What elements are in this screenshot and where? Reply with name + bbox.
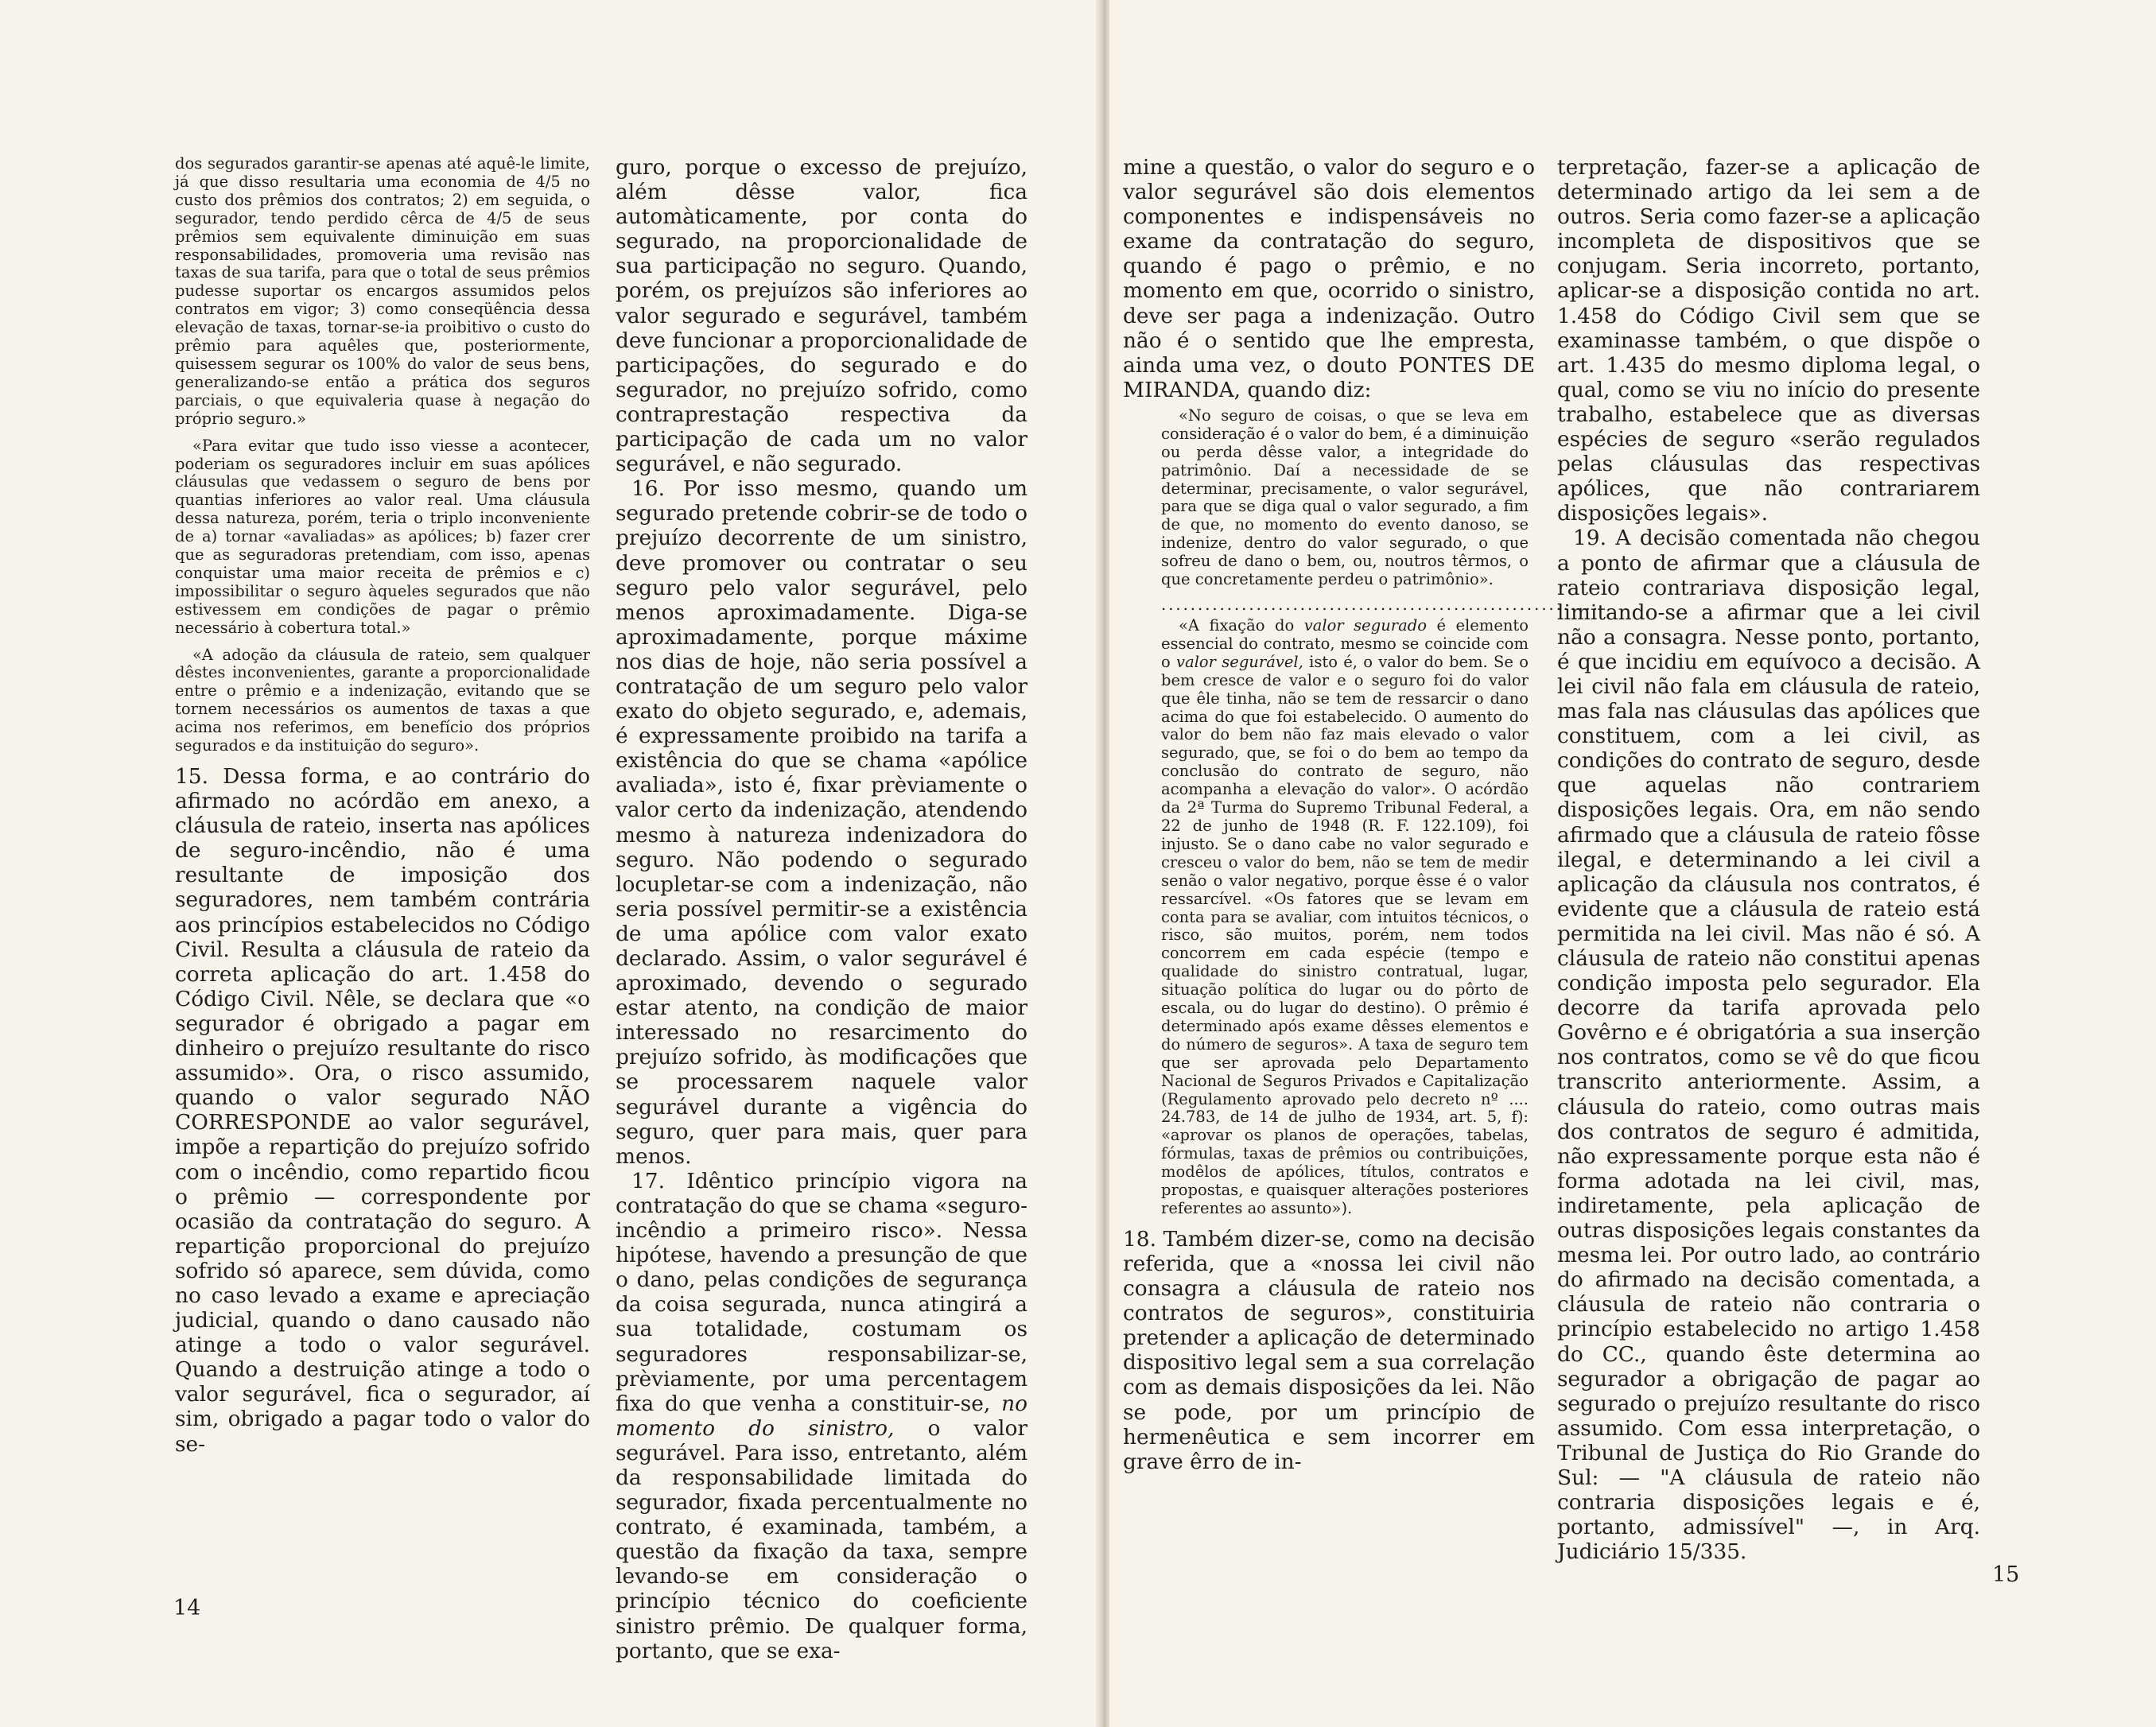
text-run: o valor segurável. Para isso, entretanto, além da responsabilidade limitada do segurador, fixada percentualmente no contrato, é examinada, também, a questão da fixação da taxa, sempre levando-se em consideração o princípio técnico do coeficiente sinistro prêmio. De qualquer forma, portanto, que se exa- (616, 1415, 1027, 1663)
right-page-column-1 (1123, 155, 1600, 1474)
emphasis: no momento do sinistro, (616, 1391, 1027, 1441)
paragraph: «Para evitar que tudo isso viesse a acontecer, poderiam os seguradores incluir em suas apólices cláusulas que vedassem o seguro de bens por quantias inferiores ao valor real. Uma cláusula dessa natureza, porém, teria o triplo inconveniente de a) tornar «avaliadas» as apólices; b) fazer crer que as seguradoras pretendiam, com isso, apenas conquistar uma maior receita de prêmios e c) impossibilitar o seguro àqueles segurados que não estivessem em condições de pagar o prêmio necessário à cobertura total.» (175, 436, 590, 637)
text-run: «A fixação do (1179, 616, 1304, 635)
paragraph: 18. Também dizer-se, como na decisão referida, que a «nossa lei civil não consagra a cláusula de rateio nos contratos de seguros», constituiria pretender a aplicação de determinado dispositivo legal sem a sua correlação com as demais disposições da lei. Não se pode, por um princípio de hermenêutica e sem incorrer em grave êrro de in- (1123, 1226, 1535, 1474)
paragraph: guro, porque o excesso de prejuízo, além dêsse valor, fica automàticamente, por conta do segurado, na proporcionalidade de sua participação no seguro. Quando, porém, os prejuízos são inferiores ao valor segurado e segurável, também deve funcionar a proporcionalidade de participações, do segurado e do segurador, no prejuízo sofrido, como contraprestação respectiva da participação de cada um no valor segurável, e não segurado. (616, 155, 1027, 477)
paragraph: mine a questão, o valor do seguro e o valor segurável são dois elementos componentes e indispensáveis no exame da contratação do seguro, quando é pago o prêmio, e no momento em que, ocorrido o sinistro, deve ser paga a indenização. Outro não é o sentido que lhe empresta, ainda uma vez, o douto PONTES DE MIRANDA, quando diz: (1123, 155, 1535, 402)
text-run: é elemento essencial do contrato, mesmo se coincide com o (1161, 616, 1529, 671)
paragraph: dos segurados garantir-se apenas até aquê-le limite, já que disso resultaria uma economia de 4/5 no custo dos prêmios dos contratos; 2) em seguida, o segurador, tendo perdido cêrca de 4/5 de seus prêmios sem equivalente diminuição em suas responsabilidades, promoveria uma revisão nas taxas de sua tarifa, para que o total de seus prêmios pudesse suportar os encargos assumidos pelos contratos em vigor; 3) como conseqüência dessa elevação de taxas, tornar-se-ia proibitivo o custo do prêmio para aquêles que, posteriormente, quisessem segurar os 100% do valor de seus bens, generalizando-se então a prática dos seguros parciais, o que equivaleria quase à negação do próprio seguro.» (175, 154, 590, 428)
right-page-column-2 (1557, 155, 1980, 1564)
paragraph: terpretação, fazer-se a aplicação de determinado artigo da lei sem a de outros. Seria como fazer-se a aplicação incompleta de dispositivos que se conjugam. Seria incorreto, portanto, aplicar-se a disposição contida no art. 1.458 do Código Civil sem que se examinasse também, o que dispõe o art. 1.435 do mesmo diploma legal, o qual, como se viu no início do presente trabalho, estabelece que as diversas espécies de seguro «serão regulados pelas cláusulas das respectivas apólices, que não contrariarem disposições legais». (1557, 155, 1980, 526)
paragraph: «A adoção da cláusula de rateio, sem qualquer dêstes inconvenientes, garante a proporcionalidade entre o prêmio e a indenização, evitando que se tornem necessários os aumentos de taxas a que acima nos referimos, em benefício dos próprios segurados e da instituição do seguro». (175, 645, 590, 755)
ellipsis-separator: ............................................................ (1161, 596, 1600, 614)
block-quote (1161, 617, 1529, 1218)
block-quote: «No seguro de coisas, o que se leva em consideração é o valor do bem, é a diminuição ou perda dêsse valor, a integridade do patrimônio. Daí a necessidade de se determinar, precisamente, o valor segurável, para que se diga qual o valor segurado, a fim de que, no momento do evento danoso, se indenize, dentro do valor segurado, o que sofreu de dano o bem, ou, noutros têrmos, o que concretamente perdeu o patrimônio». (1161, 406, 1529, 589)
emphasis: valor segurável, (1176, 652, 1303, 671)
emphasis: valor segurado (1303, 616, 1427, 635)
paragraph: 16. Por isso mesmo, quando um segurado pretende cobrir-se de todo o prejuízo decorrente de um sinistro, deve promover ou contratar o seu seguro pelo valor segurável, pelo menos aproximadamente. Diga-se aproximadamente, porque máxime nos dias de hoje, não seria possível a contratação de um seguro pelo valor exato do objeto segurado, e, ademais, é expressamente proibido na tarifa a existência do que se chama «apólice avaliada», isto é, fixar prèviamente o valor certo da indenização, atendendo mesmo à natureza indenizadora do seguro. Não podendo o segurado locupletar-se com a indenização, não seria possível permitir-se a existência de uma apólice com valor exato declarado. Assim, o valor segurável é aproximado, devendo o segurado estar atento, na condição de maior interessado no resarcimento do prejuízo sofrido, às modificações que se processarem naquele valor segurável durante a vigência do seguro, quer para mais, quer para menos. (616, 476, 1027, 1169)
page-number: 15 (1992, 1562, 2020, 1587)
text-run: 17. Idêntico princípio vigora na contratação do que se chama «seguro-incêndio a primeiro risco». Nessa hipótese, havendo a presunção de que o dano, pelas condições de segurança da coisa segurada, nunca atingirá a sua totalidade, costumam os seguradores responsabilizar-se, prèviamente, por uma percentagem fixa do que venha a constituir-se, (616, 1168, 1027, 1416)
paragraph: 15. Dessa forma, e ao contrário do afirmado no acórdão em anexo, a cláusula de rateio, inserta nas apólices de seguro-incêndio, não é uma resultante de imposição dos seguradores, nem também contrária aos princípios estabelecidos no Código Civil. Resulta a cláusula de rateio da correta aplicação do art. 1.458 do Código Civil. Nêle, se declara que «o segurador é obrigado a pagar em dinheiro o prejuízo resultante do risco assumido». Ora, o risco assumido, quando o valor segurado NÃO CORRESPONDE ao valor segurável, impõe a repartição do prejuízo sofrido com o incêndio, como repartido ficou o prêmio — correspondente por ocasião da contratação do seguro. A repartição proporcional do prejuízo sofrido só aparece, sem dúvida, como no caso levado a exame e apreciação judicial, quando o dano causado não atinge a todo o valor segurável. Quando a destruição atinge a todo o valor segurável, fica o segurador, aí sim, obrigado a pagar todo o valor do se- (175, 764, 590, 1457)
paragraph: 19. A decisão comentada não chegou a ponto de afirmar que a cláusula de rateio contrariava disposição legal, limitando-se a afirmar que a lei civil não a consagra. Nesse ponto, portanto, é que incidiu em equívoco a decisão. A lei civil não fala em cláusula de rateio, mas fala nas cláusulas das apólices que constituem, com a lei civil, as condições do contrato de seguro, desde que aquelas não contrariem disposições legais. Ora, em não sendo afirmado que a cláusula de rateio fôsse ilegal, e determinando a lei civil a aplicação da cláusula nos contratos, é evidente que a cláusula de rateio está permitida na lei civil. Mas não é só. A cláusula de rateio não constitui apenas condição imposta pelo segurador. Ela decorre da tarifa aprovada pelo Govêrno e é obrigatória a sua inserção nos contratos, como se vê do que ficou transcrito anteriormente. Assim, a cláusula do rateio, como outras mais dos contratos de seguro é admitida, não expressamente porque esta não é forma adotada na lei civil, mas, indiretamente, pela aplicação de outras disposições legais constantes da mesma lei. Por outro lado, ao contrário do afirmado na decisão comentada, a cláusula de rateio não contraria o princípio estabelecido no artigo 1.458 do CC., quando êste determina ao segurador a obrigação de pagar ao segurado o prejuízo resultante do risco assumido. Com essa interpretação, o Tribunal de Justiça do Rio Grande do Sul: — "A cláusula de rateio não contraria disposições legais e é, portanto, admissível" —, in Arq. Judiciário 15/335. (1557, 526, 1980, 1565)
left-page-column-1 (175, 155, 590, 1457)
text-run: isto é, o valor do bem. Se o bem cresce de valor e o seguro foi do valor que êle tinha, não se tem de ressarcir o dano acima do que foi estabelecido. O aumento do valor do bem não faz mais elevado o valor segurado, que, se foi o do bem ao tempo da conclusão do contrato de seguro, não acompanha a elevação do valor». O acórdão da 2ª Turma do Supremo Tribunal Federal, a 22 de junho de 1948 (R. F. 122.109), foi injusto. Se o dano cabe no valor segurado e cresceu o valor do bem, não se tem de medir senão o valor negativo, porque êsse é o valor ressarcível. «Os fatores que se levam em conta para se avaliar, com intuitos técnicos, o risco, são muitos, porém, nem todos concorrem em cada espécie (tempo e qualidade do sinistro contratual, lugar, situação política do lugar ou do pôrto de escala, ou do lugar do destino). O prêmio é determinado após exame dêsses elementos e do número de seguros». A taxa de seguro tem que ser aprovada pelo Departamento Nacional de Seguros Privados e Capitalização (Regulamento aprovado pelo decreto nº .... 24.783, de 14 de julho de 1934, art. 5, f): «aprovar os planos de operações, tabelas, fórmulas, taxas de prêmios ou contribuições, modêlos de apólices, títulos, contratos e propostas, e quaisquer alterações posteriores referentes ao assunto»). (1161, 652, 1529, 1217)
paragraph (616, 1169, 1027, 1663)
left-page-column-2 (616, 155, 1027, 1663)
page-number: 14 (173, 1596, 201, 1620)
